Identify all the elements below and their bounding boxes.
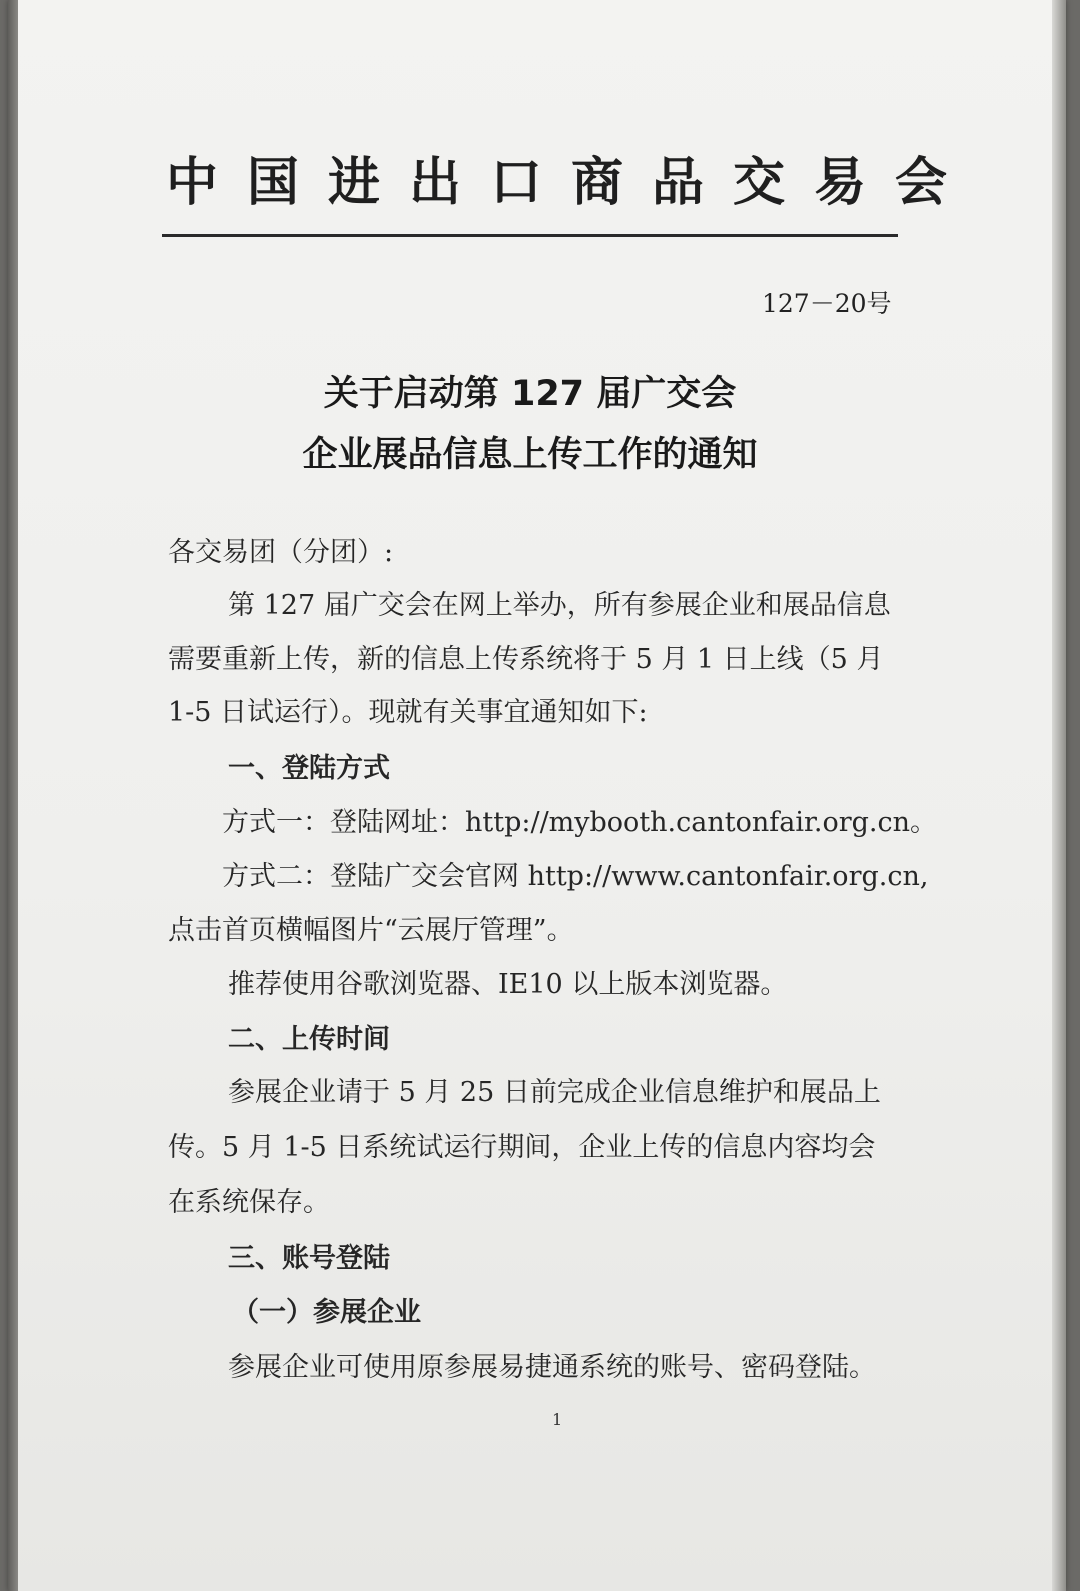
organization-header: 中国进出口商品交易会 — [166, 152, 977, 213]
document-number: 127－20号 — [762, 289, 892, 318]
exhibitor-login-line: 参展企业可使用原参展易捷通系统的账号、密码登陆。 — [228, 1352, 876, 1383]
login-method-2: 方式二：登陆广交会官网 http://www.cantonfair.org.cn, — [222, 861, 929, 892]
salutation: 各交易团（分团）: — [168, 537, 394, 568]
notice-title-line-2: 企业展品信息上传工作的通知 — [302, 435, 758, 475]
intro-line: 1-5 日试运行）。现就有关事宜通知如下: — [168, 697, 648, 728]
upload-time-line: 传。5 月 1-5 日系统试运行期间，企业上传的信息内容均会 — [168, 1132, 876, 1163]
section-heading-upload-time: 二、上传时间 — [228, 1024, 390, 1055]
sub-heading-exhibitors: （一）参展企业 — [232, 1297, 421, 1328]
page-number: 1 — [552, 1410, 563, 1429]
browser-recommendation: 推荐使用谷歌浏览器、IE10 以上版本浏览器。 — [228, 969, 788, 1000]
page-shadow-right — [1052, 0, 1066, 1591]
section-heading-account-login: 三、账号登陆 — [228, 1243, 390, 1274]
intro-line: 需要重新上传，新的信息上传系统将于 5 月 1 日上线（5 月 — [168, 644, 884, 675]
intro-line: 第 127 届广交会在网上举办，所有参展企业和展品信息 — [228, 590, 891, 621]
login-method-1: 方式一：登陆网址：http://mybooth.cantonfair.org.cn。 — [222, 807, 938, 838]
notice-title-line-1: 关于启动第 127 届广交会 — [323, 374, 737, 414]
upload-time-line: 参展企业请于 5 月 25 日前完成企业信息维护和展品上 — [228, 1077, 881, 1108]
section-heading-login-method: 一、登陆方式 — [228, 753, 390, 784]
upload-time-line: 在系统保存。 — [168, 1187, 330, 1218]
header-divider — [162, 234, 898, 237]
login-method-2-continued: 点击首页横幅图片“云展厅管理”。 — [168, 915, 574, 946]
page-shadow-left — [8, 0, 18, 1591]
